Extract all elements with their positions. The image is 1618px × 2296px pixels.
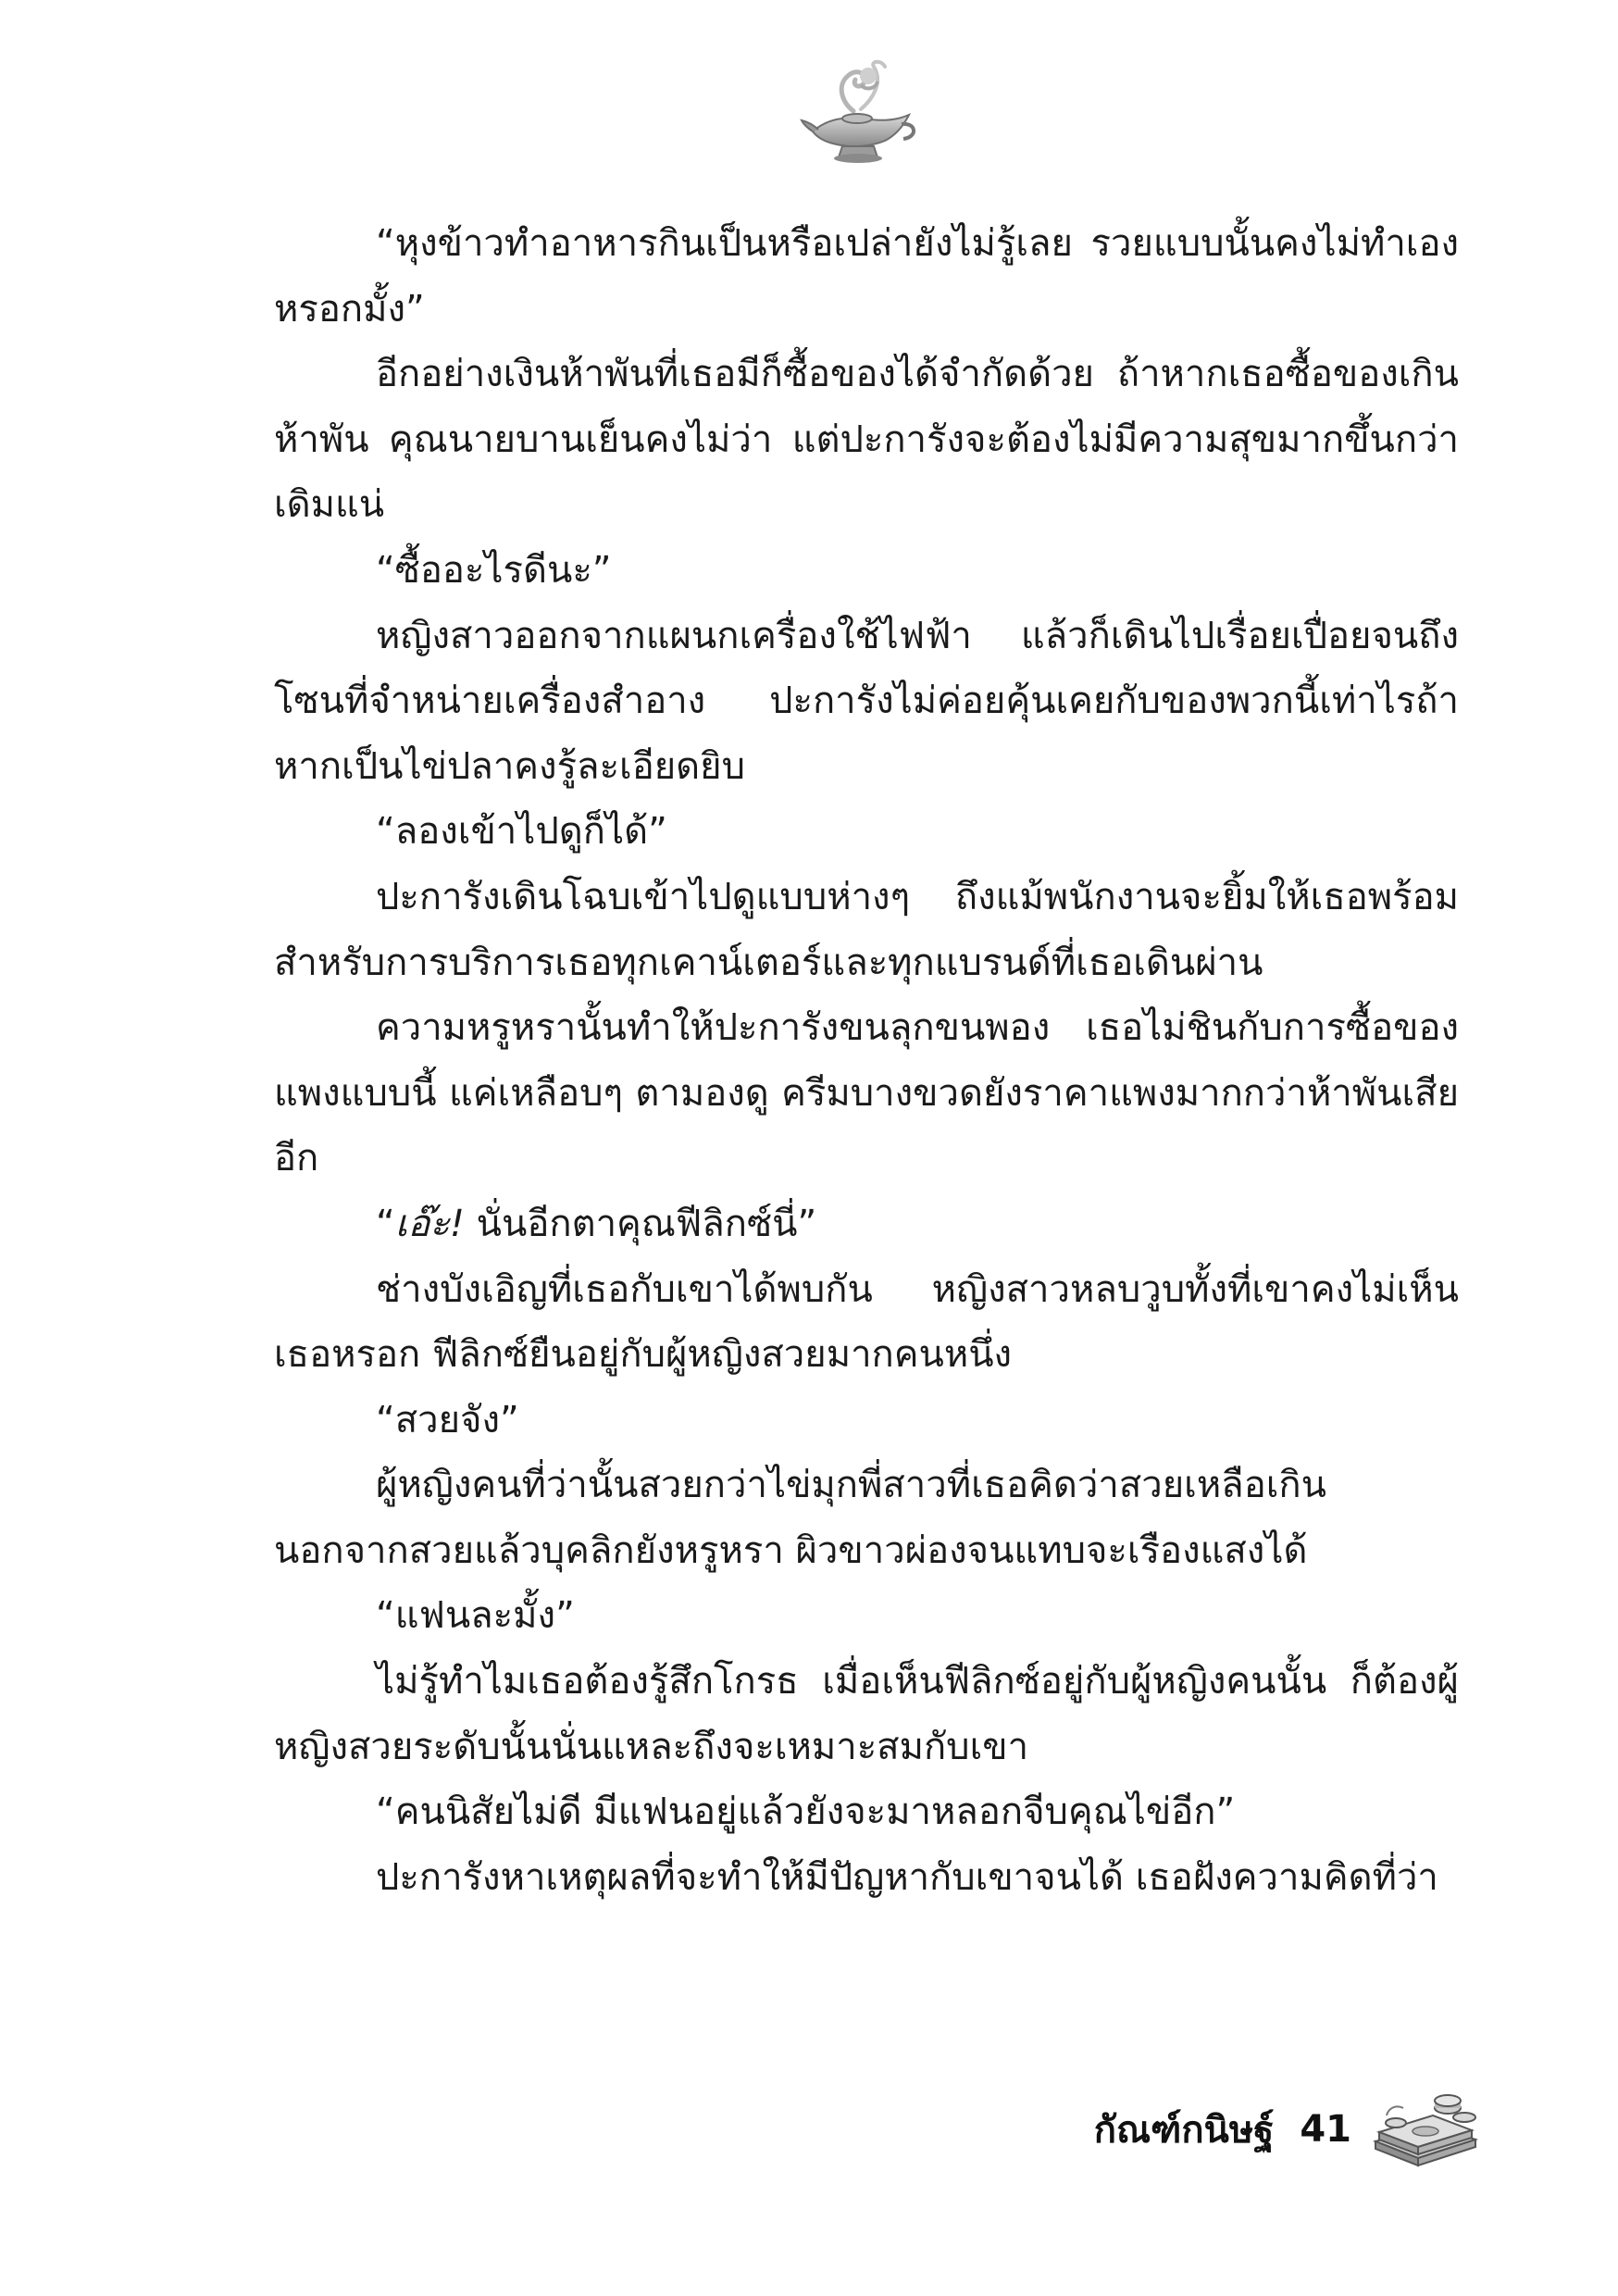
paragraph: “ซื้ออะไรดีนะ” [376,548,612,592]
paragraph: ปะการังหาเหตุผลที่จะทำให้มีปัญหากับเขาจนได้ เธอฝังความคิดที่ว่า [376,1855,1438,1899]
paragraph: ผู้หญิงคนที่ว่านั้นสวยกว่าไข่มุกพี่สาวที่เธอคิดว่าสวยเหลือเกินนอกจากสวยแล้วบุคลิกยังหรูหรา ผิวขาวผ่องจนแทบจะเรืองแสงได้ [274,1464,1326,1572]
quote-open: “ [376,1202,395,1245]
page-number: 41 [1300,2108,1351,2151]
exclamation-word: เอ๊ะ! [394,1202,465,1245]
paragraph: ความหรูหรานั้นทำให้ปะการังขนลุกขนพอง เธอไม่ชินกับการซื้อของแพงแบบนี้ แค่เหลือบๆ ตามองดู ครีมบางขวดยังราคาแพงมากกว่าห้าพันเสียอีก [274,1006,1459,1180]
paragraph: “แฟนละมั้ง” [376,1594,575,1638]
page-footer [1094,2088,1479,2171]
genie-lamp-icon [800,57,920,168]
paragraph: ไม่รู้ทำไมเธอต้องรู้สึกโกรธ เมื่อเห็นฟีลิกซ์อยู่กับผู้หญิงคนนั้น ก็ต้องผู้หญิงสวยระดับนั้นนั่นแหละถึงจะเหมาะสมกับเขา [274,1660,1459,1768]
paragraph: อีกอย่างเงินห้าพันที่เธอมีก็ซื้อของได้จำกัดด้วย ถ้าหากเธอซื้อของเกินห้าพัน คุณนายบานเย็นคงไม่ว่า แต่ปะการังจะต้องไม่มีความสุขมากขึ้นกว่าเดิมแน่ [274,353,1459,527]
paragraph-exclamation [274,1192,1459,1257]
money-stack-icon [1368,2088,1479,2171]
paragraph: หญิงสาวออกจากแผนกเครื่องใช้ไฟฟ้า แล้วก็เดินไปเรื่อยเปื่อยจนถึงโซนที่จำหน่ายเครื่องสำอาง ปะการังไม่ค่อยคุ้นเคยกับของพวกนี้เท่าไรถ้าหากเป็นไข่ปลาคงรู้ละเอียดยิบ [274,614,1459,788]
paragraph: “ลองเข้าไปดูก็ได้” [376,810,667,854]
paragraph: “สวยจัง” [376,1398,519,1441]
book-title: กัณฑ์กนิษฐ์ [1093,2109,1275,2152]
body-text [274,211,1459,1910]
paragraph-rest: นั่นอีกตาคุณฟีลิกซ์นี่” [464,1202,817,1245]
paragraph: “คนนิสัยไม่ดี มีแฟนอยู่แล้วยังจะมาหลอกจีบคุณไข่อีก” [376,1791,1236,1834]
paragraph: ปะการังเดินโฉบเข้าไปดูแบบห่างๆ ถึงแม้พนักงานจะยิ้มให้เธอพร้อมสำหรับการบริการเธอทุกเคาน์เตอร์และทุกแบรนด์ที่เธอเดินผ่าน [274,875,1459,984]
paragraph: “หุงข้าวทำอาหารกินเป็นหรือเปล่ายังไม่รู้เลย รวยแบบนั้นคงไม่ทำเองหรอกมั้ง” [274,222,1459,331]
paragraph: ช่างบังเอิญที่เธอกับเขาได้พบกัน หญิงสาวหลบวูบทั้งที่เขาคงไม่เห็นเธอหรอก ฟีลิกซ์ยืนอยู่กับผู้หญิงสวยมากคนหนึ่ง [274,1267,1459,1377]
